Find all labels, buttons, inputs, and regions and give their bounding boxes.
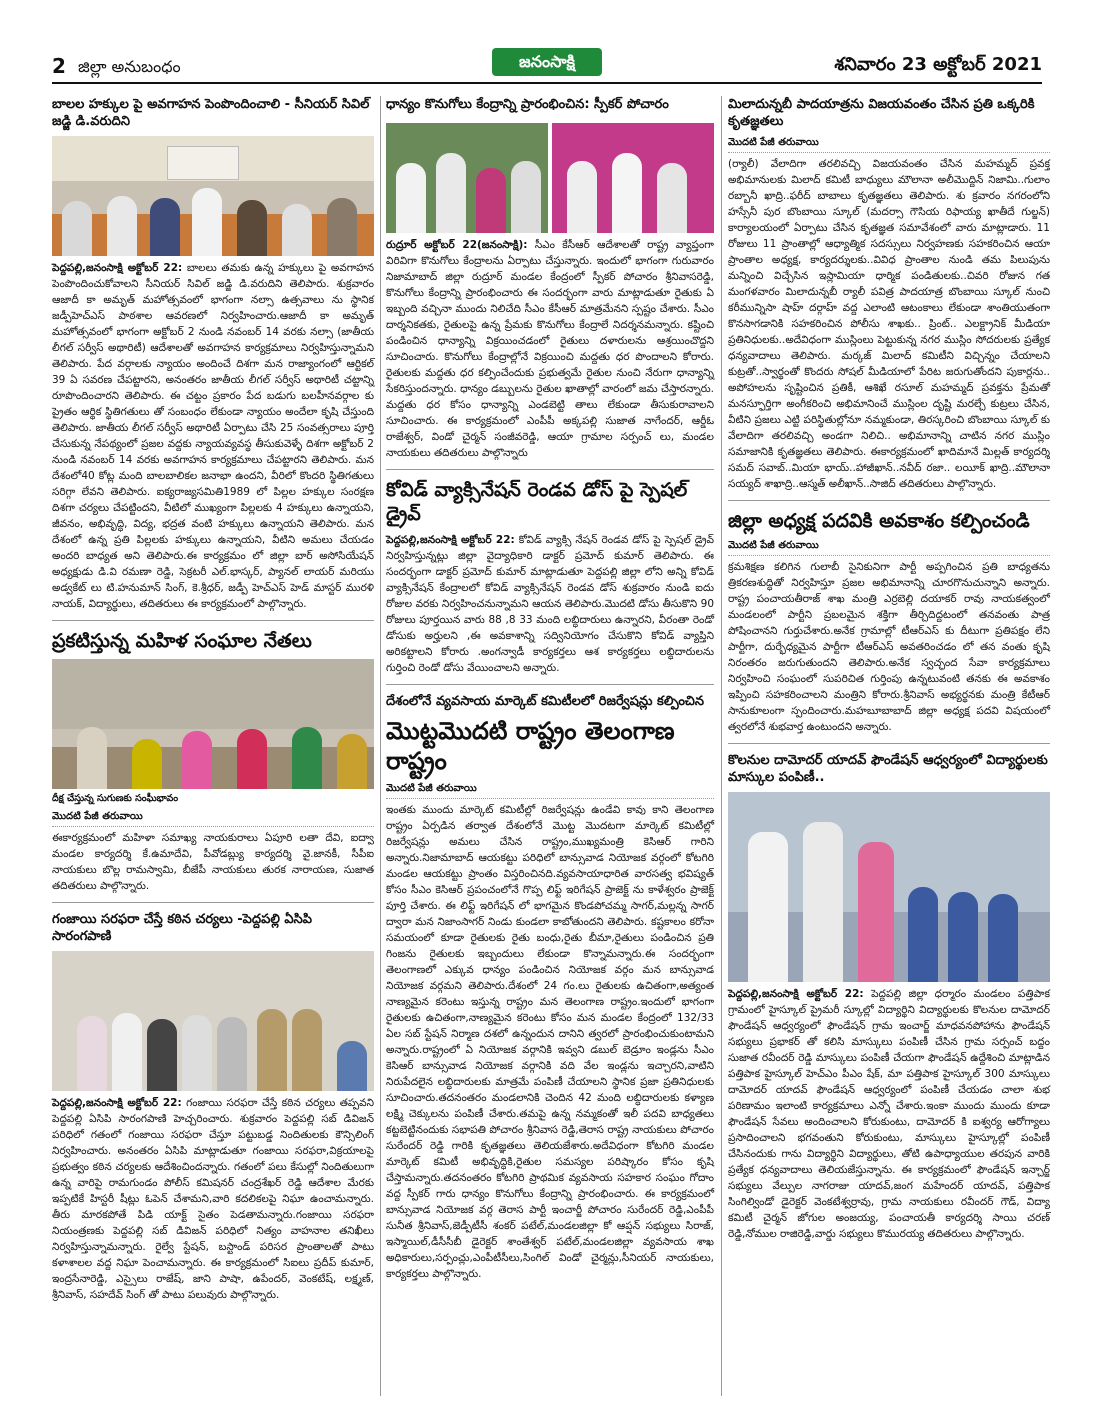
column-3 bbox=[728, 96, 1050, 1242]
article-district-president bbox=[728, 509, 1050, 735]
dateline: పెద్దపల్లి,జనంసాక్షి అక్టోబర్ 22: bbox=[386, 534, 515, 546]
photo-speaker-inauguration bbox=[386, 123, 548, 233]
article-body: ఇంతకు ముందు మార్కెట్ కమిటీల్లో రిజర్వేషన్లు ఉండేవి కావు కాని తెలంగాణ రాష్ట్రం ఏర్పడిన తర్వాత దేశంలోనే మొట్ట మొదటగా మార్కెట్ కమిటీల్లో రిజర్వేషన్లు అమలు చేసిన రాష్ట్రం,ముఖ్యమంత్రి కెసిఆర్ గారిని అన్నారు.నిజామాబాద్ ఆయకట్టు పరిధిలో బాన్సువాడ నియోజక వర్గంలో కోటగిరి మండల ఆయకట్టు ప్రాంతం విస్తరించినది.వ్యవసాయాధారిత వారసత్వ భవిష్యత్ కోసం సీఎం కెసిఆర్ ప్రపంచంలోనే గొప్ప లిఫ్ట్ ఇరిగేషన్ ప్రాజెక్ట్ ను కాళేశ్వరం ప్రాజెక్ట్ పూర్తి చేశారు. ఈ లిఫ్ట్ ఇరిగేషన్ లో భాగమైన కొండపోచమ్మ సాగర్,మల్లన్న సాగర్ ద్వారా మన నిజాంసాగర్ నిండు కుండలా కాబోతుందని తెలిపారు. కష్టకాలం కరోనా సమయంలో కూడా రైతులకు రైతు బంధు,రైతు బీమా,రైతులు పండించిన ప్రతి గింజను రైతులకు ఇబ్బందులు లేకుండా కొన్నామన్నారు.ఈ సందర్భంగా తెలంగాణలో ఎక్కువ ధాన్యం పండించిన నియోజక వర్గం మన బాన్సువాడ నియోజక వర్గమని తెలిపారు.దేశంలో 24 గం.లు రైతులకు ఉచితంగా,అత్యంత నాణ్యమైన కరెంటు ఇస్తున్న రాష్ట్రం మన తెలంగాణ రాష్ట్రం.ఇందులో భాగంగా రైతులకు ఉచితంగా,నాణ్యమైన కరెంటు కోసం మన మండల కేంద్రంలో 132/33 ఏల సబ్ స్టేషన్ నిర్మాణ దశలో ఉన్నందున దానిని త్వరలో ప్రారంభించుకుంటామని అన్నారు.రాష్ట్రంలో ఏ నియోజక వర్గానికి ఇవ్వని డబుల్ బెడ్రూం ఇండ్లను సీఎం కెసిఆర్ బాన్సువాడ నియోజక వర్గానికి వది వేల ఇండ్లను ఇచ్చారని,వాటిని నిరుపేదలైన లబ్ధిదారులకు మాత్రమే పంపిణీ చేయాలని స్థానిక ప్రజా ప్రతినిధులకు సూచించారు.తదనంతరం మండలానికి చెందిన 42 మంది లబ్ధిదారులకు కళ్యాణ లక్ష్మి చెక్కులను పంపిణీ చేశారు.తమపై ఉన్న నమ్మకంతో ఇలీ పదవి బాధ్యతలు కట్టబెట్టినందుకు సభాపతి పోచారం శ్రీనివాస రెడ్డి,తెరాస రాష్ట్ర నాయకులు పోచారం సురేందర్ రెడ్డి గారికి కృతజ్ఞతలు తెలియజేశారు.అదేవిధంగా కోటగిరి మండల మార్కెట్ కమిటీ అభివృద్ధికి,రైతుల సమస్యల పరిష్కారం కోసం కృషి చేస్తామన్నారు.తదనంతరం కోటగిరి ప్రాథమిక వ్యవసాయ సహకార సంఘం గోదాం వద్ద స్పీకర్ గారు ధాన్యం కొనుగోలు కేంద్రాన్ని ప్రారంభించారు. ఈ కార్యక్రమంలో బాన్సువాడ నియోజక వర్గ తెరాస పార్టీ ఇంచార్జీ పోచారం సురేందర్ రెడ్డి,ఎంపీపీ సునీత శ్రీనివాస్,జెడ్పీటీసీ శంకర్ పటేల్,మండలజిల్లా కో ఆప్షన్ సభ్యులు సిరాజ్, ఇస్మాయిల్,డీసీసీబీ డైరెక్టర్ శాంతేశ్వర్ పటేల్,మండలజిల్లా వ్యవసాయ శాఖ అధికారులు,సర్పంచ్లు,ఎంపీటీసీలు,సింగిల్ విండో చైర్మన్లు,సీనియర్ నాయకులు, కార్యకర్తలు పాల్గొన్నారు. bbox=[386, 804, 714, 1280]
article-mask-distribution bbox=[728, 752, 1050, 1242]
article-body: కోవిడ్ వ్యాక్సి నేషన్ రెండవ డోస్ పై స్పెషల్ డ్రైవ్ నిర్వహిస్తున్నట్లు జిల్లా వైద్యాధికారి డాక్టర్ ప్రమోద్ కుమార్ తెలిపారు. ఈ సందర్భంగా డాక్టర్ ప్రమోద్ కుమార్ మాట్లాడుతూ పెద్దపల్లి జిల్లా లోని అన్ని కోవిడ్ వ్యాక్సినేషన్ కేంద్రాలలో కోవిడ్ వ్యాక్సినేషన్ రెండవ డోస్ శుక్రవారం నుండి ఐదు రోజుల వరకు నిర్వహించనున్నామని ఆయన తెలిపారు.మొదటి డోసు తీసుకొని 90 రోజులు పూర్తయిన వారు 88 ,8 33 మంది లబ్ధిదారులు ఉన్నారని, వీరంతా రెండో డోసుకు అర్హులని ,ఈ అవకాశాన్ని సద్వినియోగం చేసుకొని కోవిడ్ వ్యాప్తిని అరికట్టాలని కోరారు .అంగన్వాడీ కార్యకర్తలు ఆశ కార్యకర్తలు లబ్ధిదారులను గుర్తించి రెండో డోసు వేయించాలని అన్నారు. bbox=[386, 534, 715, 674]
headline: కోవిడ్ వ్యాక్సినేషన్ రెండవ డోస్ పై స్పెషల్ డ్రైవ్ bbox=[386, 479, 688, 525]
headline: కొలనుల దామోదర్ యాదవ్ ఫౌండేషన్ ఆధ్వర్యంలో విద్యార్థులకు మాస్కుల పంపిణీ.. bbox=[728, 753, 1048, 785]
article-paddy-procurement bbox=[386, 96, 714, 461]
article-market-committee bbox=[386, 693, 714, 1282]
article-child-rights bbox=[52, 96, 374, 612]
divider bbox=[52, 620, 374, 621]
issue-date: శనివారం 23 అక్టోబర్ 2021 bbox=[834, 54, 1042, 75]
column-divider bbox=[721, 96, 722, 1396]
dateline: రుద్రూర్ అక్టోబర్ 22(జనంసాక్షి): bbox=[386, 239, 528, 251]
dateline: పెద్దపల్లి,జనంసాక్షి అక్టోబర్ 22: bbox=[728, 988, 864, 1000]
article-body: ఈకార్యక్రమంలో మహిళా సమాఖ్య నాయకురాలు ఏపూరి లతా దేవి, ఐద్వా మండల కార్యదర్శి కే.ఉమాదేవి, పీవోడబ్ల్యు కార్యదర్శి వై.జానకీ, సీపీఐ నాయకులు బొల్ల రామస్వామి, బీజేపీ నాయకులు తురక నారాయణ, సుజాత తదితరులు పాల్గొన్నారు. bbox=[52, 832, 374, 892]
photo-speaker-felicitation bbox=[552, 123, 714, 233]
article-body: క్రమశిక్షణ కలిగిన గులాబీ సైనికునిగా పార్టీ అప్పగించిన ప్రతి బాధ్యతను త్రికరణశుద్ధితో నిర్వహిస్తూ ప్రజల అభిమానాన్ని చూరగొనుచున్నాని అన్నారు. రాష్ట్ర పంచాయతీరాజ్ శాఖ మంత్రి ఎర్రబెల్లి దయాకర్ రావు నాయకత్వంలో మండలంలో పార్టీని ప్రబలమైన శక్తిగా తీర్చిదిద్దటంలో తనవంతు పాత్ర పోషించానని గుర్తుచేశారు.అనేక గ్రామాల్లో టీఆర్ఎస్ కు దీటుగా ప్రతిపక్షం లేని పార్టీగా, దుర్భేధ్యమైన పార్టీగా టీఆర్ఎస్ అవతరించడం లో తన వంతు కృషి నిరంతరం జరుగుతుందని తెలిపారు.అనేక స్వచ్ఛంద సేవా కార్యక్రమాలు నిర్వహించి సంఘంలో సుపరిచిత గుర్తింపు ఉన్నటువంటి తనకు ఈ అవకాశం ఇప్పించి సహకరించాలని మంత్రిని కోరారు.శ్రీనివాస్ అభ్యర్థనకు మంత్రి కేటీఆర్ సానుకూలంగా స్పందించారు.మహబూబాబాద్ జిల్లా అధ్యక్ష పదవి విషయంలో త్వరలోనే శుభవార్త ఉంటుందని అన్నారు. bbox=[728, 561, 1050, 733]
newspaper-logo: జనంసాక్షి bbox=[492, 48, 602, 76]
divider bbox=[386, 684, 714, 685]
photo-mask-distribution bbox=[728, 792, 1050, 982]
headline-main: మొట్టమొదటి రాష్ట్రం తెలంగాణ రాష్ట్రం bbox=[386, 717, 675, 775]
article-body: గంజాయి సరఫరా చేస్తే కఠిన చర్యలు తప్పవని పెద్దపల్లి ఏసిపి సారంగపాణి హెచ్చరించారు. శుక్రవారం పెద్దపల్లి సబ్ డివిజన్ పరిధిలో గతంలో గంజాయి సరఫరా చేస్తూ పట్టుబడ్డ నిందితులకు కౌన్సిలింగ్ నిర్వహించారు. అనంతరం ఏసిపి మాట్లాడుతూ గంజాయి సరఫరా,విక్రయాలపై ప్రభుత్వం కఠిన చర్యలకు ఆదేశించిందన్నారు. గతంలో పలు కేసుల్లో నిందితులుగా ఉన్న వారిపై రామగుండం పోలీస్ కమిషనర్ చంద్రశేఖర్ రెడ్డి ఆదేశాల మేరకు ఇప్పటికే హిస్టరీ షీట్లు ఓపెన్ చేశామని,వారి కదలికలపై నిఘా ఉంచామన్నారు. తీరు మారకపోతే పిడి యాక్ట్ సైతం పెడతామన్నారు.గంజాయి సరఫరా నియంత్రణకు పెద్దపల్లి సబ్ డివిజన్ పరిధిలో నిత్యం వాహనాల తనిఖీలు నిర్వహిస్తున్నామన్నారు. రైల్వే స్టేషన్, బస్టాండ్ పరిసర ప్రాంతాలతో పాటు కళాశాలల వద్ద నిఘా పెంచామన్నారు. ఈ కార్యక్రమంలో సిఐలు ప్రదీప్ కుమార్, ఇంద్రసేనారెడ్డి, ఎస్సైలు రాజేష్, జాని పాషా, ఉపేందర్, వెంకటేష్, లక్ష్మణ్, శ్రీనివాస్, సహదేవ్ సింగ్ తో పాటు పలువురు పాల్గొన్నారు. bbox=[52, 1097, 374, 1301]
page-number: 2 bbox=[52, 54, 66, 78]
headline-top: దేశంలోనే వ్యవసాయ మార్కెట్ కమిటీలలో రిజర్వేషన్లు కల్పించిన bbox=[386, 694, 705, 709]
headline: జిల్లా అధ్యక్ష పదవికి అవకాశం కల్పించండి bbox=[728, 510, 1030, 532]
article-body: సీఎం కేసీఆర్ ఆదేశాలతో రాష్ట్ర వ్యాప్తంగా విరివిగా కొనుగోలు కేంద్రాలను ఏర్పాటు చేస్తున్నారు. ఇందులో భాగంగా గురువారం నిజామాబాద్ జిల్లా రుద్రూర్ మండల కేంద్రంలో స్పీకర్ పోచారం శ్రీనివాసరెడ్డి, కొనుగోలు కేంద్రాన్ని ప్రారంభించారు ఈ సందర్భంగా వారు మాట్లాడుతూ రైతుకు ఏ ఇబ్బంది వచ్చినా ముందు నిలిచేది సీఎం కేసీఆర్ మాత్రమేనని స్పష్టం చేశారు. సీఎం దార్శనికతకు, రైతులపై ఉన్న ప్రేమకు కొనుగోలు కేంద్రాలే నిదర్శనమన్నారు. కష్టించి పండించిన ధాన్యాన్ని విక్రయించడంలో రైతులు దళారులను ఆశ్రయించొద్దని సూచించారు. కొనుగోలు కేంద్రాల్లోనే విక్రయించి మద్దతు ధర పొందాలని కోరారు. రైతులకు మద్దతు ధర కల్పించేందుకు ప్రభుత్వమే రైతుల నుంచి నేరుగా ధాన్యాన్ని సేకరిస్తుందన్నారు. ధాన్యం డబ్బులను రైతుల ఖాతాల్లో వారంలో జమ చేస్తారన్నారు. మద్దతు ధర కోసం ధాన్యాన్ని ఎండబెట్టి తాలు లేకుండా తీసుకురావాలని సూచించారు. ఈ కార్యక్రమంలో ఎంపీపీ అక్కపల్లి సుజాత నాగేందర్, ఆర్డీఓ రాజేశ్వర్, విండో చైర్మన్ సంజీవరెడ్డి, ఆయా గ్రామాల సర్పంచ్ లు, మండల నాయకులు తదితరులు పాల్గొన్నారు bbox=[386, 239, 714, 459]
column-divider bbox=[380, 96, 381, 1396]
divider bbox=[728, 500, 1050, 501]
headline: బాలల హక్కుల పై అవగాహన పెంపొందించాలి - సీనియర్ సివిల్ జడ్జి డి.వరుదిని bbox=[52, 97, 370, 129]
continuation-label: మొదటి పేజీ తరువాయి bbox=[386, 782, 714, 799]
article-women-leaders bbox=[52, 629, 374, 894]
article-ganja-warning bbox=[52, 911, 374, 1303]
article-body: పెద్దపల్లి జిల్లా ధర్మారం మండలం పత్తిపాక గ్రామంలో హైస్కూల్ ప్రైమరీ స్కూల్లో విద్యార్థిని విద్యార్థులకు కొలనుల దామోదర్ ఫౌండేషన్ ఆధ్వర్యంలో ఫౌండేషన్ గ్రామ ఇంచార్జ్ మాధవనపోహాను ఫౌండేషన్ సభ్యులు ప్రభాకర్ తో కలిసి మాస్కులు పంపిణీ చేసిన గ్రామ సర్పంచ్ బద్దం సుజాత రవీందర్ రెడ్డి మాస్కులు పంపిణీ చేయగా ఫౌండేషన్ ఉద్దేశించి మాట్లాడిన పత్తిపాక హైస్కూల్ హెచ్ఎం పీఎం షేక్, మా పత్తిపాక హైస్కూల్ 300 మాస్కులు దామోదర్ యాదవ్ ఫౌండేషన్ ఆధ్వర్యంలో పంపిణీ చేయడం చాలా శుభ పరిణామం ఇలాంటి కార్యక్రమాలు ఎన్నో చేశారు.ఇంకా ముందు ముందు కూడా ఫౌండేషన్ సేవలు అందించాలని కోరుకుంటు, దామోదర్ కి ఐశ్వర్య ఆరోగ్యాలు ప్రసాదించాలని భగవంతుని కోరుకుంటు, మాస్కులు హైస్కూల్లో పంపిణీ చేసినందుకు గాను విద్యార్థిని విద్యార్థులు, తోటి ఉపాధ్యాయుల తరపున వారికి ప్రత్యేక ధన్యవాదాలు తెలియజేస్తున్నాను. ఈ కార్యక్రమంలో ఫౌండేషన్ ఇన్చార్జ్ సభ్యులు వేల్పుల నాగరాజు యాదవ్,జంగ మహేందర్ యాదవ్, పత్తిపాక సింగిల్విండో డైరెక్టర్ వెంకటేశ్వర్రావు, గ్రామ నాయకులు రవీందర్ గౌడ్, విద్యా కమిటీ చైర్మన్ జోగుల అంజయ్య, పంచాయతీ కార్యదర్శి సాయి చరణ్ రెడ్డి,నోముల రాజిరెడ్డి,వార్డు సభ్యులు కొమురయ్య తదితరులు పాల్గొన్నారు. bbox=[728, 988, 1050, 1240]
headline: గంజాయి సరఫరా చేస్తే కఠిన చర్యలు -పెద్దపల్లి ఏసిపి సారంగపాణి bbox=[52, 912, 312, 944]
photo-legal-awareness-event bbox=[52, 136, 374, 256]
photo-protest-sitin bbox=[52, 659, 374, 789]
article-milad-thanks bbox=[728, 96, 1050, 492]
divider bbox=[52, 902, 374, 903]
photo-caption: దీక్ష చేస్తున్న సుగుణకు సంఘీభావం bbox=[52, 793, 179, 804]
section-name: జిల్లా అనుబంధం bbox=[78, 57, 181, 76]
continuation-label: మొదటి పేజీ తరువాయి bbox=[728, 539, 1050, 556]
divider bbox=[386, 469, 714, 470]
headline: ధాన్యం కొనుగోలు కేంద్రాన్ని ప్రారంభించిన: స్పీకర్ పోచారం bbox=[386, 97, 669, 112]
headline: ప్రకటిస్తున్న మహిళ సంఘాల నేతలు bbox=[52, 630, 312, 652]
photo-police-counselling bbox=[52, 951, 374, 1091]
photo-pair bbox=[386, 119, 714, 237]
article-body: బాలలు తమకు ఉన్న హక్కులు పై అవగాహన పెంపొందించుకోవాలని సీనియర్ సివిల్ జడ్జి డి.వరుదిని తెలిపారు. శుక్రవారం ఆజాదీ కా అమృత్ మహోత్సవంలో భాగంగా నల్సా ఉత్సవాలు ను స్థానిక జడ్పీహెచ్ఎస్ పాఠశాల ఆవరణలో నిర్వహించారు.ఆజాదీ కా అమృత్ మహోత్సవంలో భాగంగా అక్టోబర్ 2 నుండి నవంబర్ 14 వరకు నల్సా (జాతీయ లీగల్ సర్వీస్ అథారిటీ) ఆదేశాలతో అవగాహన కార్యక్రమాలు నిర్వహిస్తున్నామని తెలిపారు. పేద వర్గాలకు న్యాయం అందించే దిశగా మన రాజ్యాంగంలో ఆర్టికల్ 39 ఏ సవరణ చేపట్టారని, అనంతరం జాతీయ లీగల్ సర్వీస్ అథారిటీ చట్టాన్ని రూపొందించారని తెలిపారు. ఈ చట్టం ప్రకారం పేద బడుగు బలహీనవర్గాల కు ప్రైతం ఆర్థిక స్థితిగతులు తో సంబంధం లేకుండా న్యాయం అందేలా కృషి చేస్తుంది తెలిపారు. జాతీయ లీగల్ సర్వీస్ అథారిటీ ఏర్పాటు చేసి 25 సంవత్సరాలు పూర్తి చేసుకున్న నేపథ్యంలో ప్రజల వద్దకు న్యాయవ్యవస్థ తీసుకువెళ్ళే దిశగా అక్టోబర్ 2 నుండి నవంబర్ 14 వరకు అవగాహన కార్యక్రమాలు చేపట్టారని తెలిపారు. మన దేశంలో40 కోట్ల మంది బాలబాలికల జనాభా ఉందని, వీరిలో కొందరి స్థితిగతులు సరిగ్గా లేవని తెలిపారు. ఐక్యరాజ్యసమితి1989 లో పిల్లల హక్కుల సంరక్షణ దిశగా చర్యలు చేపట్టిందని, వీటిలో ముఖ్యంగా పిల్లలకు 4 హక్కులు ఉన్నాయని, జీవనం, అభివృద్ధి, విద్య, భద్రత వంటి హక్కులు ఉన్నాయని తెలిపారు. మన దేశంలో ఉన్న ప్రతి పిల్లలకు హక్కులు ఉన్నాయని, వీటిని అమలు చేయడం అందరి బాధ్యత అని తెలిపారు.ఈ కార్యక్రమం లో జిల్లా బార్ అసోసియేషన్ అధ్యక్షుడు డి.వి రమణా రెడ్డి, సెక్రటరీ ఎల్.భాస్కర్, ప్యానల్ లాయర్ మరియు అడ్వకేట్ లు టి.హనుమాన్ సింగ్, కె.శ్రీధర్, జడ్పీ హెచ్ఎస్ హెడ్ మాస్టర్ మురళి నాయక్, విద్యార్థులు, తదితరులు ఈ కార్యక్రమంలో పాల్గొన్నారు. bbox=[52, 262, 374, 610]
continuation-label: మొదటి పేజీ తరువాయి bbox=[52, 810, 374, 827]
divider bbox=[728, 743, 1050, 744]
article-vaccination-drive bbox=[386, 478, 714, 676]
article-body: (ర్యాలీ) వేలాదిగా తరలివచ్చి విజయవంతం చేసిన మహమ్మద్ ప్రవక్త అభిమానులకు మిలాద్ కమిటీ బాధ్యులు మౌలానా అలీమొద్దిన్ నిజామి..గులాం రబ్బానీ ఖాద్రి..ఫరీద్ బాబాలు కృతజ్ఞతలు తెలిపారు. శు క్రవారం నగరంలోని హస్సేనీ పుర బొంబాయి స్కూల్ (మదర్సా గౌసియ రిఫాయ్య ఖాతీదే గుల్జన్) కార్యాలయంలో ఏర్పాటు చేసిన కృతజ్ఞత సమావేశంలో వారు మాట్లాడారు. 11 రోజులు 11 ప్రాంతాల్లో ఆధ్యాత్మిక సదస్సులు నిర్వహణకు సహకరించిన ఆయా ప్రాంతాల అధ్యక్ష, కార్యదర్శులకు..వివిధ ప్రాంతాల నుండి తమ పిలుపును మన్నించి విచ్చేసిన ఇస్లామియా ధార్మిక పండితులకు..చివరి రోజున గత మంగళవారం మిలాదున్నబీ ర్యాలీ పవిత్ర పాదయాత్ర బొంబాయి స్కూల్ నుంచి కరీమున్నిసా షాహ్ దర్గాహ్ వద్ద ఎలాంటి ఆటంకాలు లేకుండా శాంతియుతంగా కొనసాగడానికి సహకరించిన పోలీసు శాఖకు.. ప్రింట్.. ఎలక్ట్రానిక్ మీడియా ప్రతినిధులకు..అదేవిధంగా ముస్లింలు పెట్టుకున్న నగర ముస్లిం సోదరులకు ప్రత్యేక ధన్యవాదాలు తెలిపారు. మర్కజ్ మిలాద్ కమిటీని విచ్చిన్నం చేయాలని కుట్రతో..స్వార్థంతో కొందరు సోషల్ మీడియాలో పేరిట జరుగుతోందని పుకార్లను.. అపోహలను సృష్టించిన ప్రతికీ, ఆశిఖే రసూల్ మహమ్మద్ ప్రవక్తను ప్రేమతో మనస్ఫూర్తిగా అంగీకరించి అభిమానించే ముస్లింల దృష్టి మరల్చే కుట్రలు చేసిన, వీటిని ప్రజలు ఎట్టి పరిస్థితుల్లోనూ నమ్మకుండా, తిరస్కరించి బొంబాయి స్కూల్ కు వేలాదిగా తరలివచ్చి అండగా నిలిచి.. అభిమానాన్ని చాటిన నగర ముస్లిం సమాజానికి కృతజ్ఞతలు తెలిపారు. ఈకార్యక్రమంలో ఖాదిమానే మిల్లత్ కార్యదర్శి సమద్ సవాబ్..మియా భాయ్..హాజీఖాన్..నవీద్ రజా.. లయీక్ ఖాద్రి..మౌలానా సయ్యద్ శాఖాద్రి..ఆస్మత్ అలీఖాన్..సాజిద్ తదితరులు పాల్గొన్నారు. bbox=[728, 158, 1050, 490]
continuation-label: మొదటి పేజీ తరువాయి bbox=[728, 136, 1050, 153]
dateline: పెద్దపల్లి,జనంసాక్షి అక్టోబర్ 22: bbox=[52, 1097, 182, 1109]
column-1 bbox=[52, 96, 374, 1303]
column-2 bbox=[386, 96, 714, 1282]
masthead bbox=[52, 48, 1042, 84]
headline: మిలాదున్నబీ పాదయాత్రను విజయవంతం చేసిన ప్రతి ఒక్కరికి కృతజ్ఞతలు bbox=[728, 97, 1035, 129]
dateline: పెద్దపల్లి,జనంసాక్షి అక్టోబర్ 22: bbox=[52, 262, 183, 274]
